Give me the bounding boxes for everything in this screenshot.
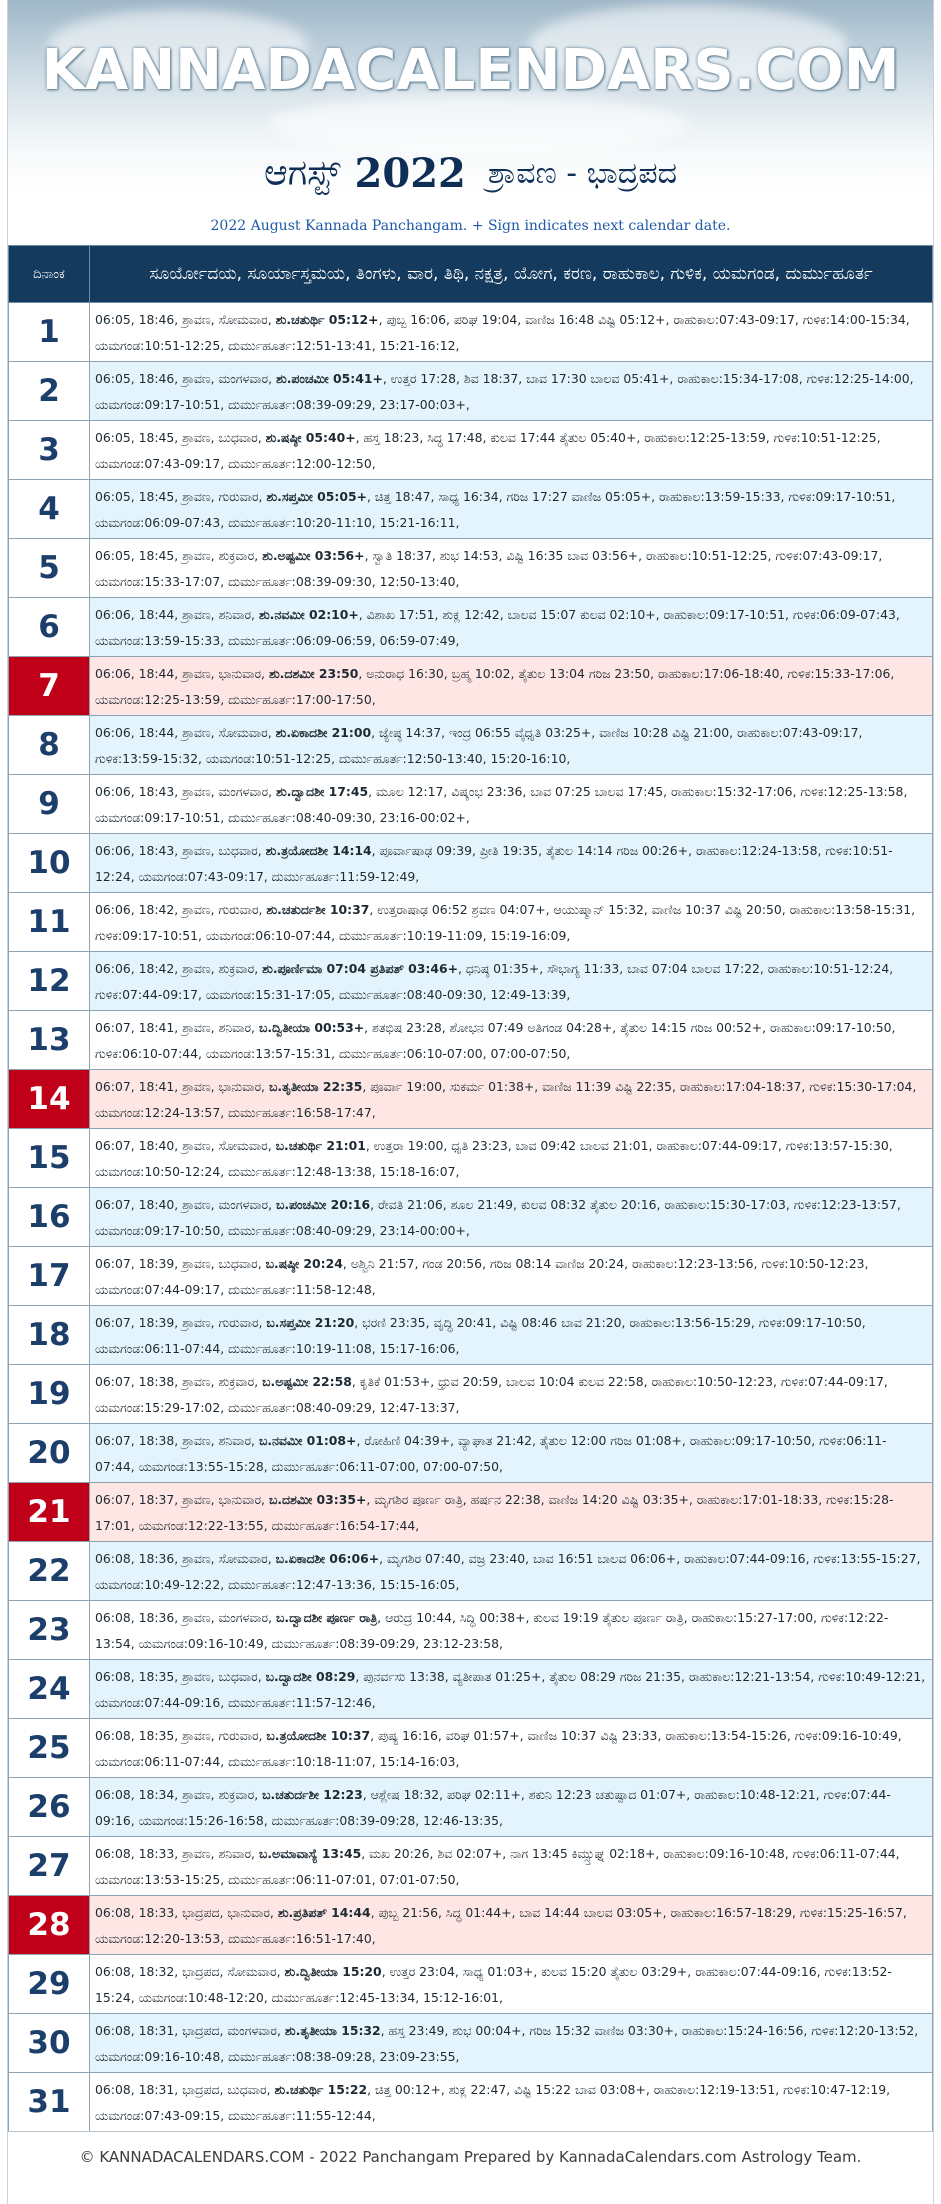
- day-details: [90, 1660, 933, 1719]
- details-prefix: 06:07, 18:38, ಶ್ರಾವಣ, ಶುಕ್ರವಾರ,: [95, 1373, 263, 1389]
- details-suffix: , ಪುನರ್ವಸು 13:38, ವ್ಯತೀಪಾತ 01:25+, ತೈತುಲ 08:29 ಗರಿಜ 21:35, ರಾಹುಕಾಲ:12:21-13:54, ಗುಳಿಕ:10:49-12:21, ಯಮಗಂಡ:07:44-09:16, ದುರ್ಮುಹೂರ್ತ:11:57-12:46,: [95, 1668, 926, 1710]
- day-details: [90, 1601, 933, 1660]
- details-suffix: , ಉತ್ತರಾ 19:00, ಧೃತಿ 23:23, ಬಾವ 09:42 ಬಾಲವ 21:01, ರಾಹುಕಾಲ:07:44-09:17, ಗುಳಿಕ:13:57-15:30, ಯಮಗಂಡ:10:50-12:24, ದುರ್ಮುಹೂರ್ತ:12:48-13:38, 15:18-16:07,: [95, 1137, 893, 1179]
- tithi-text: ಶು.ಚತುರ್ದಶೀ 10:37: [266, 901, 370, 917]
- day-details: [90, 952, 933, 1011]
- details-suffix: , ಉತ್ತರ 17:28, ಶಿವ 18:37, ಬಾವ 17:30 ಬಾಲವ 05:41+, ರಾಹುಕಾಲ:15:34-17:08, ಗುಳಿಕ:12:25-14:00, ಯಮಗಂಡ:09:17-10:51, ದುರ್ಮುಹೂರ್ತ:08:39-09:29, 23:17-00:03+,: [95, 370, 914, 412]
- day-details: [90, 1719, 933, 1778]
- details-prefix: 06:06, 18:44, ಶ್ರಾವಣ, ಸೋಮವಾರ,: [95, 724, 276, 740]
- tithi-text: ಶು.ತೃತೀಯಾ 15:32: [284, 2022, 381, 2038]
- tithi-text: ಶು.ನವಮೀ 02:10+: [258, 606, 359, 622]
- details-prefix: 06:06, 18:42, ಶ್ರಾವಣ, ಗುರುವಾರ,: [95, 901, 267, 917]
- page-subtitle: 2022 August Kannada Panchangam. + Sign indicates next calendar date.: [210, 218, 731, 234]
- table-body: [9, 303, 933, 2132]
- details-prefix: 06:06, 18:44, ಶ್ರಾವಣ, ಶನಿವಾರ,: [95, 606, 259, 622]
- details-prefix: 06:08, 18:31, ಭಾದ್ರಪದ, ಮಂಗಳವಾರ,: [95, 2022, 285, 2038]
- column-header-date: ದಿನಾಂಕ: [9, 246, 90, 303]
- tithi-text: ಶು.ತ್ರಯೋದಶೀ 14:14: [265, 842, 372, 858]
- table-row: [9, 1601, 933, 1660]
- day-details: [90, 303, 933, 362]
- table-header-row: [9, 246, 933, 303]
- tithi-text: ಬ.ಅಷ್ಟಮೀ 22:58: [262, 1373, 352, 1389]
- table-row: [9, 1424, 933, 1483]
- day-number: 17: [9, 1247, 90, 1306]
- day-number: 30: [9, 2014, 90, 2073]
- tithi-text: ಶು.ಚತುರ್ಥಿ 15:22: [274, 2081, 368, 2097]
- details-suffix: , ಜ್ಯೇಷ್ಠ 14:37, ಇಂದ್ರ 06:55 ವೈಧೃತಿ 03:25+, ವಾಣಿಜ 10:28 ವಿಷ್ಟಿ 21:00, ರಾಹುಕಾಲ:07:43-09:17, ಗುಳಿಕ:13:59-15:32, ಯಮಗಂಡ:10:51-12:25, ದುರ್ಮುಹೂರ್ತ:12:50-13:40, 15:20-16:10,: [95, 724, 863, 766]
- table-row: [9, 1011, 933, 1070]
- tithi-text: ಬ.ದ್ವಿತೀಯಾ 00:53+: [258, 1019, 365, 1035]
- day-number: 4: [9, 480, 90, 539]
- day-details: [90, 1129, 933, 1188]
- day-number: 10: [9, 834, 90, 893]
- details-prefix: 06:08, 18:35, ಶ್ರಾವಣ, ಬುಧವಾರ,: [95, 1668, 266, 1684]
- day-details: [90, 1424, 933, 1483]
- day-number: 26: [9, 1778, 90, 1837]
- day-details: [90, 775, 933, 834]
- day-number: 7: [9, 657, 90, 716]
- tithi-text: ಶು.ಷಷ್ಠೀ 05:40+: [265, 429, 356, 445]
- panchangam-table: [8, 245, 933, 2132]
- table-row: [9, 1129, 933, 1188]
- site-logo-title[interactable]: KANNADACALENDARS.COM: [41, 38, 900, 103]
- day-number: 22: [9, 1542, 90, 1601]
- details-suffix: , ಪುಬ್ಬ 16:06, ಪರಿಘ 19:04, ವಾಣಿಜ 16:48 ವಿಷ್ಟಿ 05:12+, ರಾಹುಕಾಲ:07:43-09:17, ಗುಳಿಕ:14:00-15:34, ಯಮಗಂಡ:10:51-12:25, ದುರ್ಮುಹೂರ್ತ:12:51-13:41, 15:21-16:12,: [95, 311, 910, 353]
- footer-divider: [8, 2131, 933, 2132]
- day-details: [90, 893, 933, 952]
- details-suffix: , ಮಖ 20:26, ಶಿವ 02:07+, ನಾಗ 13:45 ಕಿಮ್ಸ್ತುಘ್ನ 02:18+, ರಾಹುಕಾಲ:09:16-10:48, ಗುಳಿಕ:06:11-07:44, ಯಮಗಂಡ:13:53-15:25, ದುರ್ಮುಹೂರ್ತ:06:11-07:01, 07:01-07:50,: [95, 1845, 900, 1887]
- day-number: 27: [9, 1837, 90, 1896]
- day-number: 31: [9, 2073, 90, 2132]
- details-suffix: , ವಿಶಾಖ 17:51, ಶುಕ್ಲ 12:42, ಬಾಲವ 15:07 ಕುಲವ 02:10+, ರಾಹುಕಾಲ:09:17-10:51, ಗುಳಿಕ:06:09-07:43, ಯಮಗಂಡ:13:59-15:33, ದುರ್ಮುಹೂರ್ತ:06:09-06:59, 06:59-07:49,: [95, 606, 900, 648]
- tithi-text: ಶು.ಏಕಾದಶೀ 21:00: [275, 724, 372, 740]
- tithi-text: ಶು.ದಶಮೀ 23:50: [268, 665, 359, 681]
- day-number: 1: [9, 303, 90, 362]
- table-row: [9, 1070, 933, 1129]
- table-row: [9, 1188, 933, 1247]
- details-suffix: , ಸ್ವಾತಿ 18:37, ಶುಭ 14:53, ವಿಷ್ಟಿ 16:35 ಬಾವ 03:56+, ರಾಹುಕಾಲ:10:51-12:25, ಗುಳಿಕ:07:43-09:17, ಯಮಗಂಡ:15:33-17:07, ದುರ್ಮುಹೂರ್ತ:08:39-09:30, 12:50-13:40,: [95, 547, 883, 589]
- details-prefix: 06:08, 18:32, ಭಾದ್ರಪದ, ಸೋಮವಾರ,: [95, 1963, 285, 1979]
- details-suffix: , ಧನಿಷ್ಠ 01:35+, ಸೌಭಾಗ್ಯ 11:33, ಬಾವ 07:04 ಬಾಲವ 17:22, ರಾಹುಕಾಲ:10:51-12:24, ಗುಳಿಕ:07:44-09:17, ಯಮಗಂಡ:15:31-17:05, ದುರ್ಮುಹೂರ್ತ:08:40-09:30, 12:49-13:39,: [95, 960, 894, 1002]
- tithi-text: ಬ.ಚತುರ್ಥಿ 21:01: [275, 1137, 366, 1153]
- details-suffix: , ಆಶ್ಲೇಷ 18:32, ಪರಿಘ 02:11+, ಶಕುನಿ 12:23 ಚತುಷ್ಪಾದ 01:07+, ರಾಹುಕಾಲ:10:48-12:21, ಗುಳಿಕ:07:44-09:16, ಯಮಗಂಡ:15:26-16:58, ದುರ್ಮುಹೂರ್ತ:08:39-09:28, 12:46-13:35,: [95, 1786, 891, 1828]
- day-number: 29: [9, 1955, 90, 2014]
- details-prefix: 06:07, 18:38, ಶ್ರಾವಣ, ಶನಿವಾರ,: [95, 1432, 259, 1448]
- month-heading: [8, 150, 933, 197]
- table-row: [9, 775, 933, 834]
- tithi-text: ಶು.ಅಷ್ಟಮೀ 03:56+: [262, 547, 365, 563]
- details-suffix: , ಮೃಗಶಿರ ಪೂರ್ಣ ರಾತ್ರಿ, ಹರ್ಷನ 22:38, ವಾಣಿಜ 14:20 ವಿಷ್ಟಿ 03:35+, ರಾಹುಕಾಲ:17:01-18:33, ಗುಳಿಕ:15:28-17:01, ಯಮಗಂಡ:12:22-13:55, ದುರ್ಮುಹೂರ್ತ:16:54-17:44,: [95, 1491, 894, 1533]
- tithi-text: ಶು.ಸಪ್ತಮೀ 05:05+: [266, 488, 367, 504]
- details-prefix: 06:08, 18:34, ಶ್ರಾವಣ, ಶುಕ್ರವಾರ,: [95, 1786, 263, 1802]
- details-prefix: 06:07, 18:39, ಶ್ರಾವಣ, ಗುರುವಾರ,: [95, 1314, 267, 1330]
- details-prefix: 06:05, 18:45, ಶ್ರಾವಣ, ಗುರುವಾರ,: [95, 488, 267, 504]
- table-row: [9, 421, 933, 480]
- day-details: [90, 1542, 933, 1601]
- tithi-text: ಶು.ಪ್ರತಿಪತ್ 14:44: [277, 1904, 371, 1920]
- column-header-details: ಸೂರ್ಯೋದಯ, ಸೂರ್ಯಾಸ್ತಮಯ, ತಿಂಗಳು, ವಾರ, ತಿಥಿ, ನಕ್ಷತ್ರ, ಯೋಗ, ಕರಣ, ರಾಹುಕಾಲ, ಗುಳಿಕ, ಯಮಗಂಡ, ದುರ್ಮುಹೂರ್ತ: [90, 246, 933, 303]
- day-number: 25: [9, 1719, 90, 1778]
- table-row: [9, 1365, 933, 1424]
- day-number: 8: [9, 716, 90, 775]
- details-suffix: , ಚಿತ್ತ 18:47, ಸಾಧ್ಯ 16:34, ಗರಿಜ 17:27 ವಾಣಿಜ 05:05+, ರಾಹುಕಾಲ:13:59-15:33, ಗುಳಿಕ:09:17-10:51, ಯಮಗಂಡ:06:09-07:43, ದುರ್ಮುಹೂರ್ತ:10:20-11:10, 15:21-16:11,: [95, 488, 896, 530]
- header-banner: [8, 0, 933, 245]
- table-row: [9, 657, 933, 716]
- masa-label: ಶ್ರಾವಣ - ಭಾದ್ರಪದ: [487, 156, 678, 191]
- day-number: 9: [9, 775, 90, 834]
- day-number: 3: [9, 421, 90, 480]
- year-label: 2022: [354, 150, 466, 197]
- table-row: [9, 598, 933, 657]
- day-details: [90, 716, 933, 775]
- details-suffix: , ಶತಭಿಷ 23:28, ಶೋಭನ 07:49 ಅತಿಗಂಡ 04:28+, ತೈತುಲ 14:15 ಗರಿಜ 00:52+, ರಾಹುಕಾಲ:09:17-10:50, ಗುಳಿಕ:06:10-07:44, ಯಮಗಂಡ:13:57-15:31, ದುರ್ಮುಹೂರ್ತ:06:10-07:00, 07:00-07:50,: [95, 1019, 896, 1061]
- day-number: 19: [9, 1365, 90, 1424]
- details-prefix: 06:06, 18:43, ಶ್ರಾವಣ, ಬುಧವಾರ,: [95, 842, 266, 858]
- details-suffix: , ಉತ್ತರ 23:04, ಸಾಧ್ಯ 01:03+, ಕುಲವ 15:20 ತೈತುಲ 03:29+, ರಾಹುಕಾಲ:07:44-09:16, ಗುಳಿಕ:13:52-15:24, ಯಮಗಂಡ:10:48-12:20, ದುರ್ಮುಹೂರ್ತ:12:45-13:34, 15:12-16:01,: [95, 1963, 892, 2005]
- day-number: 24: [9, 1660, 90, 1719]
- day-details: [90, 1070, 933, 1129]
- details-prefix: 06:06, 18:43, ಶ್ರಾವಣ, ಮಂಗಳವಾರ,: [95, 783, 276, 799]
- details-suffix: , ಪೂರ್ವಾಷಾಢ 09:39, ಪ್ರೀತಿ 19:35, ತೈತುಲ 14:14 ಗರಿಜ 00:26+, ರಾಹುಕಾಲ:12:24-13:58, ಗುಳಿಕ:10:51-12:24, ಯಮಗಂಡ:07:43-09:17, ದುರ್ಮುಹೂರ್ತ:11:59-12:49,: [95, 842, 893, 884]
- details-prefix: 06:05, 18:45, ಶ್ರಾವಣ, ಬುಧವಾರ,: [95, 429, 266, 445]
- day-number: 5: [9, 539, 90, 598]
- details-prefix: 06:07, 18:41, ಶ್ರಾವಣ, ಭಾನುವಾರ,: [95, 1078, 269, 1094]
- day-number: 16: [9, 1188, 90, 1247]
- details-suffix: , ಪುಬ್ಬ 21:56, ಸಿದ್ಧ 01:44+, ಬಾವ 14:44 ಬಾಲವ 03:05+, ರಾಹುಕಾಲ:16:57-18:29, ಗುಳಿಕ:15:25-16:57, ಯಮಗಂಡ:12:20-13:53, ದುರ್ಮುಹೂರ್ತ:16:51-17:40,: [95, 1904, 907, 1946]
- tithi-text: ಶು.ದ್ವಿತೀಯಾ 15:20: [284, 1963, 382, 1979]
- details-suffix: , ಕೃತಿಕೆ 01:53+, ಧ್ರುವ 20:59, ಬಾಲವ 10:04 ಕುಲವ 22:58, ರಾಹುಕಾಲ:10:50-12:23, ಗುಳಿಕ:07:44-09:17, ಯಮಗಂಡ:15:29-17:02, ದುರ್ಮುಹೂರ್ತ:08:40-09:29, 12:47-13:37,: [95, 1373, 888, 1415]
- day-details: [90, 539, 933, 598]
- day-number: 15: [9, 1129, 90, 1188]
- table-row: [9, 2014, 933, 2073]
- table-row: [9, 1542, 933, 1601]
- table-row: [9, 1719, 933, 1778]
- table-row: [9, 1955, 933, 2014]
- details-prefix: 06:08, 18:36, ಶ್ರಾವಣ, ಮಂಗಳವಾರ,: [95, 1609, 276, 1625]
- day-details: [90, 480, 933, 539]
- day-details: [90, 1778, 933, 1837]
- table-row: [9, 834, 933, 893]
- tithi-text: ಬ.ತ್ರಯೋದಶೀ 10:37: [266, 1727, 371, 1743]
- day-details: [90, 2014, 933, 2073]
- details-prefix: 06:07, 18:40, ಶ್ರಾವಣ, ಮಂಗಳವಾರ,: [95, 1196, 276, 1212]
- tithi-text: ಬ.ಏಕಾದಶೀ 06:06+: [275, 1550, 380, 1566]
- table-row: [9, 539, 933, 598]
- day-details: [90, 1011, 933, 1070]
- details-prefix: 06:06, 18:42, ಶ್ರಾವಣ, ಶುಕ್ರವಾರ,: [95, 960, 263, 976]
- table-row: [9, 303, 933, 362]
- tithi-text: ಬ.ಷಷ್ಠೀ 20:24: [265, 1255, 343, 1271]
- day-number: 12: [9, 952, 90, 1011]
- cloud-decoration: [268, 95, 688, 155]
- table-row: [9, 1837, 933, 1896]
- details-prefix: 06:07, 18:41, ಶ್ರಾವಣ, ಶನಿವಾರ,: [95, 1019, 259, 1035]
- table-row: [9, 2073, 933, 2132]
- day-details: [90, 598, 933, 657]
- table-row: [9, 1247, 933, 1306]
- details-suffix: , ಅನುರಾಧ 16:30, ಬ್ರಹ್ಮ 10:02, ತೈತುಲ 13:04 ಗರಿಜ 23:50, ರಾಹುಕಾಲ:17:06-18:40, ಗುಳಿಕ:15:33-17:06, ಯಮಗಂಡ:12:25-13:59, ದುರ್ಮುಹೂರ್ತ:17:00-17:50,: [95, 665, 895, 707]
- day-number: 6: [9, 598, 90, 657]
- details-suffix: , ಮೂಲ 12:17, ವಿಷ್ಕಂಭ 23:36, ಬಾವ 07:25 ಬಾಲವ 17:45, ರಾಹುಕಾಲ:15:32-17:06, ಗುಳಿಕ:12:25-13:58, ಯಮಗಂಡ:09:17-10:51, ದುರ್ಮುಹೂರ್ತ:08:40-09:30, 23:16-00:02+,: [95, 783, 908, 825]
- details-prefix: 06:08, 18:33, ಭಾದ್ರಪದ, ಭಾನುವಾರ,: [95, 1904, 278, 1920]
- details-suffix: , ಚಿತ್ತ 00:12+, ಶುಕ್ಲ 22:47, ವಿಷ್ಟಿ 15:22 ಬಾವ 03:08+, ರಾಹುಕಾಲ:12:19-13:51, ಗುಳಿಕ:10:47-12:19, ಯಮಗಂಡ:07:43-09:15, ದುರ್ಮುಹೂರ್ತ:11:55-12:44,: [95, 2081, 891, 2123]
- details-suffix: , ಮೃಗಶಿರ 07:40, ವಜ್ರ 23:40, ಬಾವ 16:51 ಬಾಲವ 06:06+, ರಾಹುಕಾಲ:07:44-09:16, ಗುಳಿಕ:13:55-15:27, ಯಮಗಂಡ:10:49-12:22, ದುರ್ಮುಹೂರ್ತ:12:47-13:36, 15:15-16:05,: [95, 1550, 921, 1592]
- day-number: 18: [9, 1306, 90, 1365]
- tithi-text: ಬ.ಚತುರ್ದಶೀ 12:23: [262, 1786, 363, 1802]
- tithi-text: ಬ.ದ್ವಾದಶೀ ಪೂರ್ಣ ರಾತ್ರಿ: [275, 1609, 378, 1625]
- table-row: [9, 893, 933, 952]
- details-prefix: 06:08, 18:31, ಭಾದ್ರಪದ, ಬುಧವಾರ,: [95, 2081, 275, 2097]
- details-prefix: 06:05, 18:46, ಶ್ರಾವಣ, ಮಂಗಳವಾರ,: [95, 370, 276, 386]
- details-suffix: , ಉತ್ತರಾಷಾಢ 06:52 ಶ್ರವಣ 04:07+, ಆಯುಷ್ಮಾನ್ 15:32, ವಾಣಿಜ 10:37 ವಿಷ್ಟಿ 20:50, ರಾಹುಕಾಲ:13:58-15:31, ಗುಳಿಕ:09:17-10:51, ಯಮಗಂಡ:06:10-07:44, ದುರ್ಮುಹೂರ್ತ:10:19-11:09, 15:19-16:09,: [95, 901, 916, 943]
- day-details: [90, 1188, 933, 1247]
- details-prefix: 06:05, 18:45, ಶ್ರಾವಣ, ಶುಕ್ರವಾರ,: [95, 547, 263, 563]
- tithi-text: ಬ.ಪಂಚಮೀ 20:16: [275, 1196, 371, 1212]
- details-prefix: 06:05, 18:46, ಶ್ರಾವಣ, ಸೋಮವಾರ,: [95, 311, 276, 327]
- day-details: [90, 1955, 933, 2014]
- day-details: [90, 834, 933, 893]
- footer-copyright: © KANNADACALENDARS.COM - 2022 Panchangam Prepared by KannadaCalendars.com Astrology Team.: [79, 2148, 862, 2166]
- table-row: [9, 1896, 933, 1955]
- tithi-text: ಬ.ಸಪ್ತಮೀ 21:20: [266, 1314, 355, 1330]
- day-number: 2: [9, 362, 90, 421]
- details-suffix: , ಆರುದ್ರ 10:44, ಸಿದ್ಧಿ 00:38+, ಕುಲವ 19:19 ತೈತುಲ ಪೂರ್ಣ ರಾತ್ರಿ, ರಾಹುಕಾಲ:15:27-17:00, ಗುಳಿಕ:12:22-13:54, ಯಮಗಂಡ:09:16-10:49, ದುರ್ಮುಹೂರ್ತ:08:39-09:29, 23:12-23:58,: [95, 1609, 889, 1651]
- day-number: 20: [9, 1424, 90, 1483]
- day-number: 23: [9, 1601, 90, 1660]
- details-suffix: , ಭರಣಿ 23:35, ವೃದ್ಧಿ 20:41, ವಿಷ್ಟಿ 08:46 ಬಾವ 21:20, ರಾಹುಕಾಲ:13:56-15:29, ಗುಳಿಕ:09:17-10:50, ಯಮಗಂಡ:06:11-07:44, ದುರ್ಮುಹೂರ್ತ:10:19-11:08, 15:17-16:06,: [95, 1314, 866, 1356]
- day-details: [90, 1247, 933, 1306]
- details-prefix: 06:07, 18:39, ಶ್ರಾವಣ, ಬುಧವಾರ,: [95, 1255, 266, 1271]
- day-details: [90, 1837, 933, 1896]
- details-prefix: 06:08, 18:33, ಶ್ರಾವಣ, ಶನಿವಾರ,: [95, 1845, 259, 1861]
- tithi-text: ಬ.ತೃತೀಯಾ 22:35: [268, 1078, 363, 1094]
- day-details: [90, 2073, 933, 2132]
- details-suffix: , ಪೂರ್ವಾ 19:00, ಸುಕರ್ಮ 01:38+, ವಾಣಿಜ 11:39 ವಿಷ್ಟಿ 22:35, ರಾಹುಕಾಲ:17:04-18:37, ಗುಳಿಕ:15:30-17:04, ಯಮಗಂಡ:12:24-13:57, ದುರ್ಮುಹೂರ್ತ:16:58-17:47,: [95, 1078, 917, 1120]
- tithi-text: ಬ.ನವಮೀ 01:08+: [258, 1432, 357, 1448]
- day-number: 21: [9, 1483, 90, 1542]
- day-details: [90, 1306, 933, 1365]
- details-suffix: , ರೋಹಿಣಿ 04:39+, ವ್ಯಾಘಾತ 21:42, ತೈತುಲ 12:00 ಗರಿಜ 01:08+, ರಾಹುಕಾಲ:09:17-10:50, ಗುಳಿಕ:06:11-07:44, ಯಮಗಂಡ:13:55-15:28, ದುರ್ಮುಹೂರ್ತ:06:11-07:00, 07:00-07:50,: [95, 1432, 887, 1474]
- tithi-text: ಶು.ಚತುರ್ಥಿ 05:12+: [275, 311, 379, 327]
- table-row: [9, 480, 933, 539]
- day-details: [90, 421, 933, 480]
- tithi-text: ಶು.ಪಂಚಮೀ 05:41+: [275, 370, 383, 386]
- day-details: [90, 1483, 933, 1542]
- month-name: ಆಗಸ್ಟ್: [263, 152, 341, 194]
- day-number: 13: [9, 1011, 90, 1070]
- details-suffix: , ಹಸ್ತ 18:23, ಸಿದ್ಧ 17:48, ಕುಲವ 17:44 ತೈತುಲ 05:40+, ರಾಹುಕಾಲ:12:25-13:59, ಗುಳಿಕ:10:51-12:25, ಯಮಗಂಡ:07:43-09:17, ದುರ್ಮುಹೂರ್ತ:12:00-12:50,: [95, 429, 881, 471]
- details-prefix: 06:06, 18:44, ಶ್ರಾವಣ, ಭಾನುವಾರ,: [95, 665, 269, 681]
- tithi-text: ಬ.ಅಮಾವಾಸ್ಯೆ 13:45: [258, 1845, 362, 1861]
- details-prefix: 06:08, 18:35, ಶ್ರಾವಣ, ಗುರುವಾರ,: [95, 1727, 267, 1743]
- table-row: [9, 716, 933, 775]
- table-row: [9, 362, 933, 421]
- details-suffix: , ಪುಷ್ಯ 16:16, ವರಿಘ 01:57+, ವಾಣಿಜ 10:37 ವಿಷ್ಟಿ 23:33, ರಾಹುಕಾಲ:13:54-15:26, ಗುಳಿಕ:09:16-10:49, ಯಮಗಂಡ:06:11-07:44, ದುರ್ಮುಹೂರ್ತ:10:18-11:07, 15:14-16:03,: [95, 1727, 902, 1769]
- tithi-text: ಬ.ದ್ವಾದಶೀ 08:29: [265, 1668, 356, 1684]
- day-details: [90, 1365, 933, 1424]
- details-suffix: , ಅಶ್ವಿನಿ 21:57, ಗಂಡ 20:56, ಗರಿಜ 08:14 ವಾಣಿಜ 20:24, ರಾಹುಕಾಲ:12:23-13:56, ಗುಳಿಕ:10:50-12:23, ಯಮಗಂಡ:07:44-09:17, ದುರ್ಮುಹೂರ್ತ:11:58-12:48,: [95, 1255, 869, 1297]
- table-row: [9, 1660, 933, 1719]
- day-details: [90, 657, 933, 716]
- tithi-text: ಬ.ದಶಮೀ 03:35+: [268, 1491, 367, 1507]
- details-prefix: 06:07, 18:40, ಶ್ರಾವಣ, ಸೋಮವಾರ,: [95, 1137, 276, 1153]
- day-number: 11: [9, 893, 90, 952]
- day-details: [90, 362, 933, 421]
- table-row: [9, 1483, 933, 1542]
- table-row: [9, 1306, 933, 1365]
- table-row: [9, 952, 933, 1011]
- day-number: 14: [9, 1070, 90, 1129]
- day-details: [90, 1896, 933, 1955]
- day-number: 28: [9, 1896, 90, 1955]
- details-suffix: , ಹಸ್ತ 23:49, ಶುಭ 00:04+, ಗರಿಜ 15:32 ವಾಣಿಜ 03:30+, ರಾಹುಕಾಲ:15:24-16:56, ಗುಳಿಕ:12:20-13:52, ಯಮಗಂಡ:09:16-10:48, ದುರ್ಮುಹೂರ್ತ:08:38-09:28, 23:09-23:55,: [95, 2022, 919, 2064]
- tithi-text: ಶು.ಪೂರ್ಣಿಮಾ 07:04 ಪ್ರತಿಪತ್ 03:46+: [262, 960, 459, 976]
- details-prefix: 06:07, 18:37, ಶ್ರಾವಣ, ಭಾನುವಾರ,: [95, 1491, 269, 1507]
- details-suffix: , ರೇವತಿ 21:06, ಶೂಲ 21:49, ಕುಲವ 08:32 ತೈತುಲ 20:16, ರಾಹುಕಾಲ:15:30-17:03, ಗುಳಿಕ:12:23-13:57, ಯಮಗಂಡ:09:17-10:50, ದುರ್ಮುಹೂರ್ತ:08:40-09:29, 23:14-00:00+,: [95, 1196, 901, 1238]
- tithi-text: ಶು.ದ್ವಾದಶೀ 17:45: [275, 783, 369, 799]
- details-prefix: 06:08, 18:36, ಶ್ರಾವಣ, ಸೋಮವಾರ,: [95, 1550, 276, 1566]
- table-row: [9, 1778, 933, 1837]
